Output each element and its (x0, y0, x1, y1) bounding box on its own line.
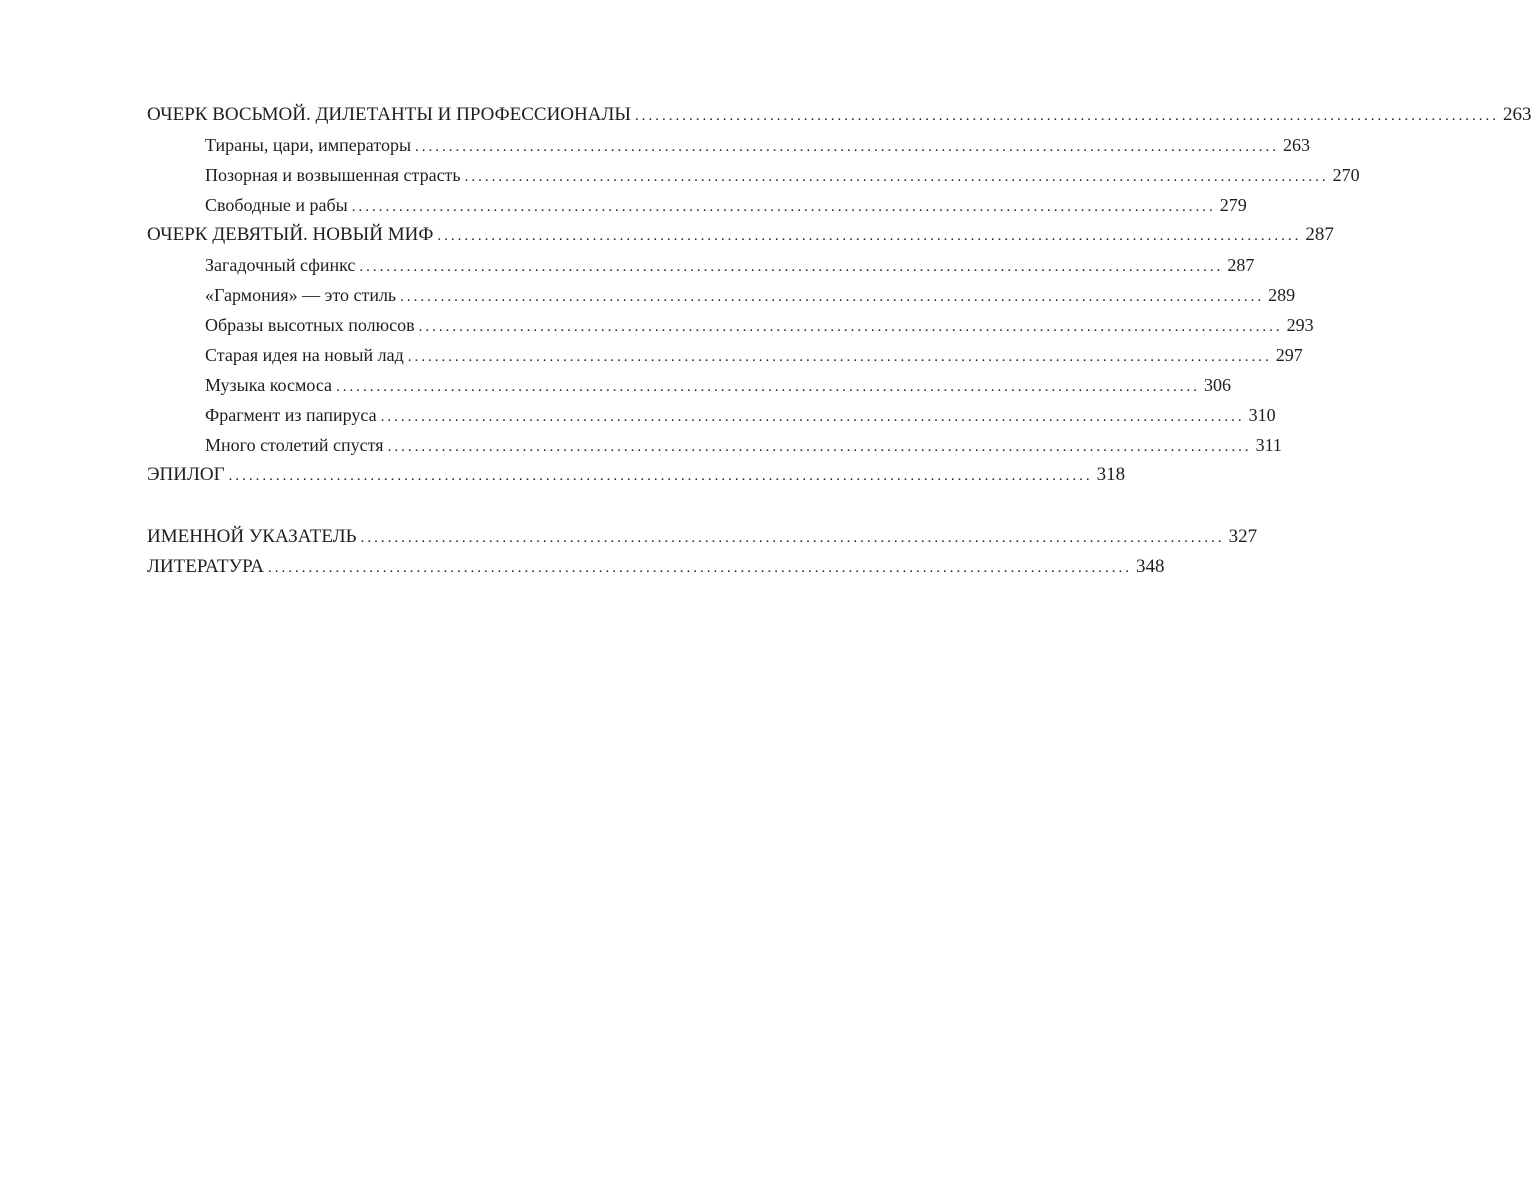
toc-entry-page: 297 (1275, 345, 1303, 365)
leader-dots: ................................................................................................................................ (336, 379, 1201, 395)
toc-entry-page: 311 (1255, 435, 1282, 455)
toc-entry-title: Старая идея на новый лад (205, 345, 404, 365)
toc-entry-title: ЛИТЕРАТУРА (147, 556, 264, 577)
leader-dots: ................................................................................................................................ (387, 439, 1252, 455)
toc-entry-title: Тираны, цари, императоры (205, 135, 412, 155)
leader-dots: ................................................................................................................................ (407, 349, 1272, 365)
toc-entry-literature[interactable] (147, 552, 1165, 582)
toc-entry-page: 263 (1502, 104, 1531, 125)
leader-dots: ................................................................................................................................ (418, 319, 1283, 335)
leader-dots: ................................................................................................................................ (464, 169, 1329, 185)
toc-entry-section[interactable] (147, 400, 1276, 430)
toc-entry-title: Образы высотных полюсов (205, 315, 415, 335)
leader-dots: ................................................................................................................................ (437, 228, 1302, 244)
toc-entry-page: 287 (1227, 255, 1255, 275)
toc-entry-section[interactable] (147, 190, 1247, 220)
toc-entry-section[interactable] (147, 160, 1360, 190)
toc-entry-title: ОЧЕРК ДЕВЯТЫЙ. НОВЫЙ МИФ (147, 224, 434, 245)
toc-entry-page: 327 (1228, 526, 1258, 547)
toc-entry-section[interactable] (147, 340, 1303, 370)
toc-entry-page: 263 (1283, 135, 1311, 155)
toc-entry-page: 306 (1204, 375, 1232, 395)
leader-dots: ................................................................................................................................ (360, 530, 1225, 546)
toc-entry-title: Фрагмент из папируса (205, 405, 377, 425)
toc-entry-title: ОЧЕРК ВОСЬМОЙ. ДИЛЕТАНТЫ И ПРОФЕССИОНАЛЫ (147, 104, 631, 125)
table-of-contents (147, 100, 1531, 582)
leader-dots: ................................................................................................................................ (351, 199, 1216, 215)
toc-entry-epilogue[interactable] (147, 460, 1126, 490)
toc-entry-section[interactable] (147, 130, 1311, 160)
toc-entry-title: Позорная и возвышенная страсть (205, 165, 461, 185)
leader-dots: ................................................................................................................................ (380, 409, 1245, 425)
leader-dots: ................................................................................................................................ (359, 259, 1224, 275)
toc-entry-chapter-8[interactable] (147, 100, 1531, 130)
toc-entry-chapter-9[interactable] (147, 220, 1334, 250)
toc-entry-page: 287 (1305, 224, 1334, 245)
toc-entry-title: ИМЕННОЙ УКАЗАТЕЛЬ (147, 526, 357, 547)
leader-dots: ................................................................................................................................ (228, 468, 1093, 484)
toc-entry-section[interactable] (147, 430, 1282, 460)
toc-entry-title: Свободные и рабы (205, 195, 348, 215)
toc-entry-title: ЭПИЛОГ (147, 464, 225, 485)
toc-entry-title: «Гармония» — это стиль (205, 285, 397, 305)
leader-dots: ................................................................................................................................ (400, 289, 1265, 305)
toc-entry-page: 348 (1135, 556, 1165, 577)
toc-entry-section[interactable] (147, 310, 1314, 340)
toc-entry-page: 289 (1268, 285, 1296, 305)
leader-dots: ................................................................................................................................ (267, 560, 1132, 576)
toc-entry-page: 310 (1248, 405, 1276, 425)
toc-entry-page: 318 (1096, 464, 1126, 485)
toc-entry-title: Много столетий спустя (205, 435, 384, 455)
toc-entry-section[interactable] (147, 370, 1232, 400)
leader-dots: ................................................................................................................................ (634, 108, 1499, 124)
toc-entry-page: 270 (1332, 165, 1360, 185)
toc-entry-name-index[interactable] (147, 522, 1258, 552)
toc-entry-section[interactable] (147, 250, 1255, 280)
toc-entry-title: Музыка космоса (205, 375, 333, 395)
toc-entry-page: 293 (1286, 315, 1314, 335)
toc-entry-section[interactable] (147, 280, 1296, 310)
toc-entry-page: 279 (1219, 195, 1247, 215)
leader-dots: ................................................................................................................................ (415, 139, 1280, 155)
toc-entry-title: Загадочный сфинкс (205, 255, 356, 275)
